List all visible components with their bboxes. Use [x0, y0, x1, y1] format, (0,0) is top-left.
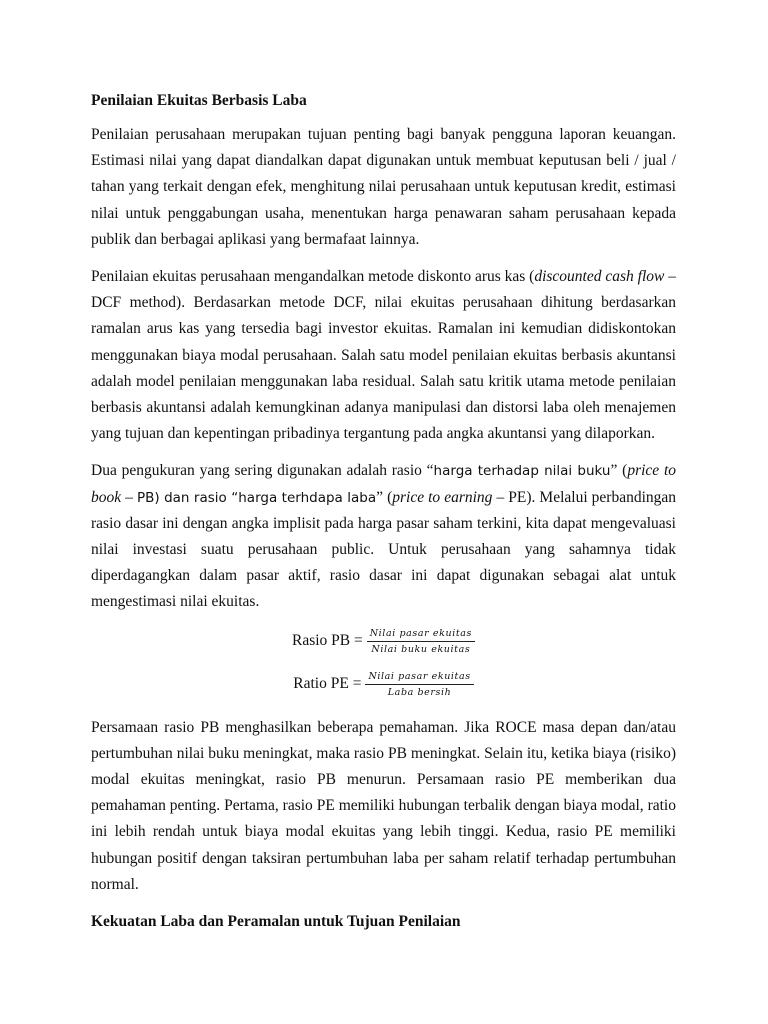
paragraph-intro: Penilaian perusahaan merupakan tujuan penting bagi banyak pengguna laporan keuangan. Estimasi nilai yang dapat diandalkan dapat digunakan untuk membuat keputusan beli / jual / tahan yang terkait dengan efek, menghitung nilai perusahaan untuk keputusan kredit, estimasi nilai untuk penggabungan usaha, menentukan harga penawaran saham perusahaan kepada publik dan berbagai aplikasi yang bermafaat lainnya.	[91, 126, 676, 248]
formula-pe-denominator: Laba bersih	[387, 686, 452, 698]
paragraph-dcf-text-start: Penilaian ekuitas perusahaan mengandalkan metode diskonto arus kas (	[91, 268, 535, 286]
paragraph-ratios-text-5: – PE). Melalui perbandingan rasio dasar ini dengan angka implisit pada harga pasar saham terkini, kita dapat mengevaluasi nilai investasi suatu perusahaan public. Untuk perusahaan yang sahamnya tidak diperdagangkan dalam pasar aktif, rasio dasar ini dapat digunakan sebagai alat untuk mengestimasi nilai ekuitas.	[91, 488, 677, 611]
formula-pb-denominator: Nilai buku ekuitas	[371, 643, 471, 655]
paragraph-ratios-text-3: –	[121, 488, 137, 506]
term-harga-nilai-buku: harga terhadap nilai buku	[433, 463, 611, 480]
paragraph-ratios-text-2: ” (	[610, 462, 628, 480]
paragraph-interpretation: Persamaan rasio PB menghasilkan beberapa pemahaman. Jika ROCE masa depan dan/atau pertumbuhan nilai buku meningkat, maka rasio PB meningkat. Selain itu, ketika biaya (risiko) modal ekuitas meningkat, rasio PB menurun. Persamaan rasio PE memberikan dua pemahaman penting. Pertama, rasio PE memiliki hubungan terbalik dengan biaya modal, ratio ini lebih rendah untuk biaya modal ekuitas yang lebih tinggi. Kedua, rasio PE memiliki hubungan positif dengan taksiran pertumbuhan laba per saham relatif terhadap pertumbuhan normal.	[91, 718, 676, 893]
paragraph-ratios	[91, 458, 676, 615]
term-harga-laba: PB) dan rasio “harga terhdapa laba	[136, 489, 377, 506]
section-heading-equity-valuation: Penilaian Ekuitas Berbasis Laba	[91, 92, 307, 109]
term-price-to-earning: price to earning	[392, 488, 493, 506]
formula-pb-numerator: Nilai pasar ekuitas	[367, 627, 475, 642]
formula-pb-label: Rasio PB =	[291, 632, 363, 650]
formula-ratio-pe	[91, 670, 676, 699]
paragraph-ratios-text-4: ” (	[376, 488, 393, 506]
paragraph-dcf	[91, 264, 676, 447]
document-page	[91, 88, 676, 943]
paragraph-dcf-text-rest: – DCF method). Berdasarkan metode DCF, nilai ekuitas perusahaan dihitung berdasarkan ramalan arus kas yang tersedia bagi investor ekuitas. Ramalan ini kemudian didiskontokan menggunakan biaya modal perusahaan. Salah satu model penilaian ekuitas berbasis akuntansi adalah model penilaian menggunakan laba residual. Salah satu kritik utama metode penilaian berbasis akuntansi adalah kemungkinan adanya manipulasi dan distorsi laba oleh menajemen yang tujuan dan kepentingan pribadinya tergantung pada angka akuntansi yang dilaporkan.	[91, 268, 676, 443]
formula-pb-fraction	[367, 627, 475, 656]
formula-pe-numerator: Nilai pasar ekuitas	[365, 670, 473, 685]
term-price-to-book: price to book	[91, 462, 677, 506]
section-heading-earnings-power: Kekuatan Laba dan Peramalan untuk Tujuan Penilaian	[91, 913, 461, 931]
formula-pe-label: Ratio PE =	[293, 675, 362, 693]
formula-rasio-pb	[91, 627, 676, 656]
paragraph-ratios-text-1: Dua pengukuran yang sering digunakan adalah rasio “	[91, 462, 434, 480]
formula-pe-fraction	[365, 670, 473, 699]
term-discounted-cash-flow: discounted cash flow	[534, 268, 665, 286]
